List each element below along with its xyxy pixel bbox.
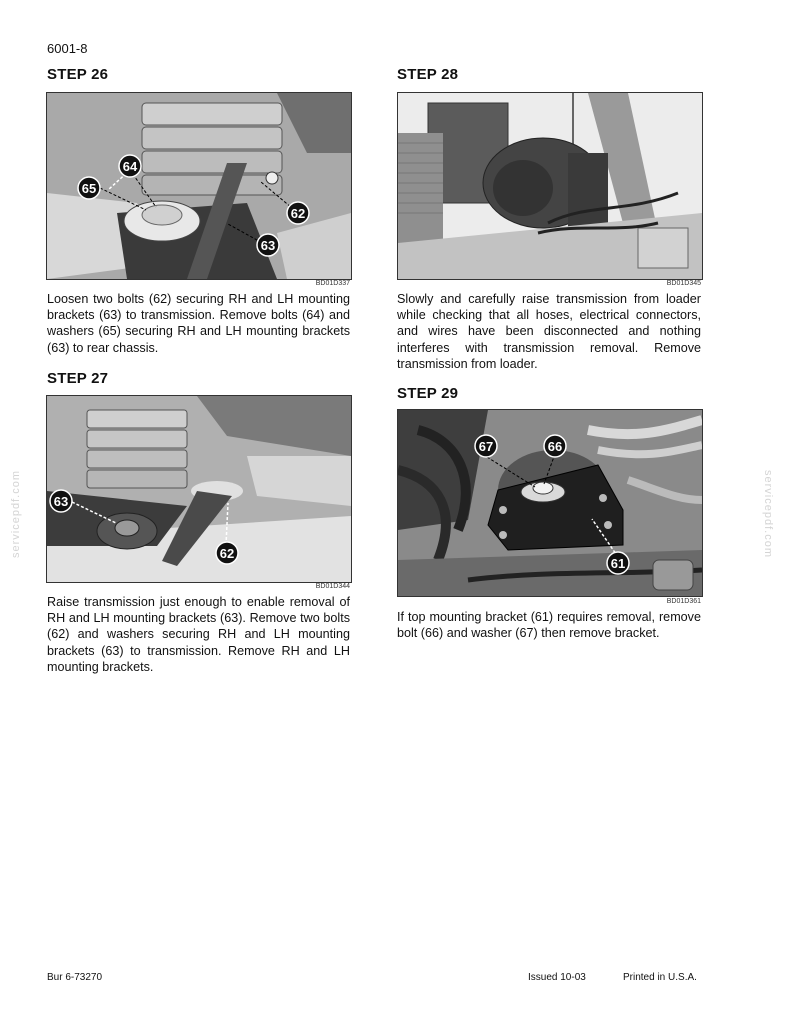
step-29-title: STEP 29 xyxy=(397,385,459,402)
callout-63 xyxy=(50,490,72,512)
footer-issued: Issued 10-03 xyxy=(528,972,586,983)
step-29-figure-code: BD01D361 xyxy=(666,598,701,605)
callout-61 xyxy=(607,552,629,574)
step-28-photo xyxy=(397,92,703,280)
callout-64 xyxy=(119,155,141,177)
step-29-callouts xyxy=(397,409,701,595)
callout-62 xyxy=(287,202,309,224)
step-29-text: If top mounting bracket (61) requires removal, remove bolt (66) and washer (67) then remove bracket. xyxy=(397,610,701,641)
step-27-callouts xyxy=(46,395,350,581)
step-26-callouts xyxy=(46,92,350,278)
callout-67 xyxy=(475,435,497,457)
step-28-text: Slowly and carefully raise transmission from loader while checking that all hoses, electrical connectors, and wires have been disconnected and nothing interferes with transmission removal. Remove transmission from loader. xyxy=(397,292,701,371)
footer-printed: Printed in U.S.A. xyxy=(623,972,697,983)
step-26-title: STEP 26 xyxy=(47,66,109,83)
svg-text:63: 63 xyxy=(260,238,276,253)
callout-62 xyxy=(216,542,238,564)
step-28-figure-code: BD01D345 xyxy=(666,280,701,287)
callout-63 xyxy=(257,234,279,256)
step-27-text: Raise transmission just enough to enable removal of RH and LH mounting brackets (63). Remove two bolts (62) and washers securing RH and LH mounting brackets (63) to transmission. Remove RH and LH mounting brackets. xyxy=(47,595,350,674)
watermark-right: servicepdf.com xyxy=(761,470,774,558)
step-26-text: Loosen two bolts (62) securing RH and LH mounting brackets (63) to transmission. Remove bolts (64) and washers (65) securing RH and LH mounting brackets (63) to rear chassis. xyxy=(47,292,350,355)
svg-text:66: 66 xyxy=(547,439,563,454)
svg-text:67: 67 xyxy=(478,439,494,454)
svg-text:62: 62 xyxy=(219,546,235,561)
page-number: 6001-8 xyxy=(47,41,88,56)
callout-66 xyxy=(544,435,566,457)
watermark-left: servicepdf.com xyxy=(9,470,22,558)
svg-text:61: 61 xyxy=(610,556,626,571)
callout-65 xyxy=(78,177,100,199)
step-26-figure-code: BD01D337 xyxy=(315,280,350,287)
svg-text:65: 65 xyxy=(81,181,97,196)
svg-text:64: 64 xyxy=(122,159,138,174)
step-27-figure-code: BD01D344 xyxy=(315,583,350,590)
footer-doc-number: Bur 6-73270 xyxy=(47,972,103,983)
step-28-title: STEP 28 xyxy=(397,66,459,83)
step-27-title: STEP 27 xyxy=(47,370,109,387)
svg-text:63: 63 xyxy=(53,494,69,509)
svg-text:62: 62 xyxy=(290,206,306,221)
